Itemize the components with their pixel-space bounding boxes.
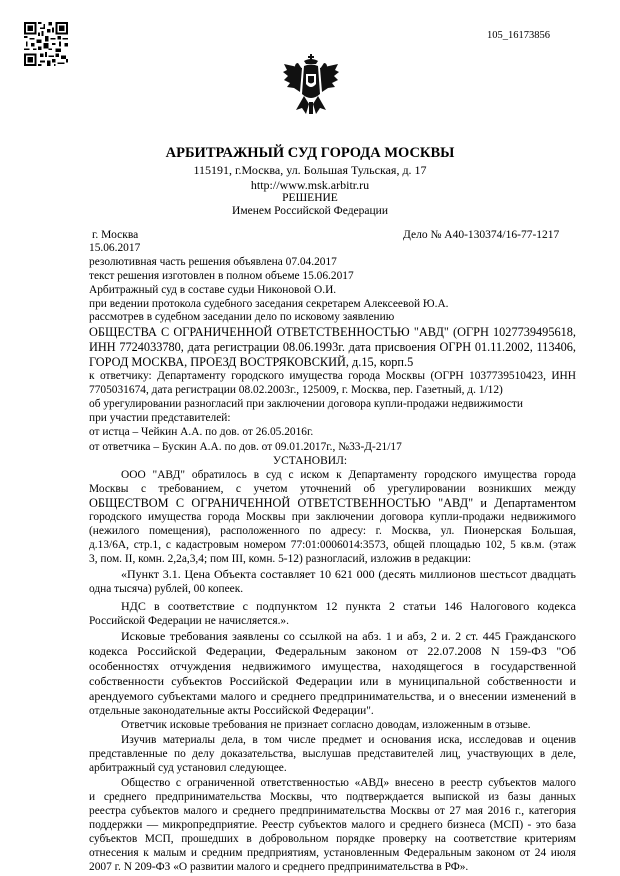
body-line: арбитражный суд установил следующее. [89,762,287,774]
considered-line: рассмотрев в судебном заседании дело по исковому заявлению [89,311,395,323]
court-name: АРБИТРАЖНЫЙ СУД ГОРОДА МОСКВЫ [165,145,455,161]
body-line: особенностях отчуждения недвижимого имущества, находящегося в государственной [89,659,576,673]
body-line: городского имущества города Москвы при заключении договора купли-продажи недвижимого [89,511,576,523]
body-line: Общество с ограниченной ответственностью «АВД» внесено в реестр субъектов малого [121,777,576,789]
body-line: ОБЩЕСТВОМ С ОГРАНИЧЕННОЙ ОТВЕТСТВЕННОСТЬЮ "АВД" и Департаментом [89,496,576,510]
body-line: 3, пом. II, комн. 2,2а,3,4; пом III, комн. 5-12) разногласий, изложив в редакции: [89,553,471,565]
plaintiff-line: ГОРОД МОСКВА, ПРОЕЗД ВОСТРЯКОВСКИЙ, д.15, корп.5 [89,355,414,369]
secretary-line: при ведении протокола судебного заседания секретарем Алексеевой Ю.А. [89,298,449,310]
body-line: Изучив материалы дела, в том числе предмет и основания иска, исследовав и оценив [121,734,576,746]
judge-line: Арбитражный суд в составе судьи Никоновой О.И. [89,284,337,296]
defendant-line: к ответчику: Департаменту городского имущества города Москвы (ОГРН 1037739510423, ИНН [89,370,576,382]
body-line: собственности субъектов Российской Федерации или в муниципальной собственности и [89,674,576,688]
body-line: «Пункт 3.1. Цена Объекта составляет 10 621 000 (десять миллионов шестьсот двадцать [121,567,576,581]
body-line: и среднего предпринимательства Москвы, что подтверждается выпиской из базы данных [89,791,576,803]
defendant-representative: от ответчика – Бускин А.А. по дов. от 09.01.2017г., №33-Д-21/17 [89,441,402,453]
plaintiff-line: ИНН 7724033780, дата регистрации 08.06.1993г. дата присвоения ОГРН 01.11.2002, 113406, [89,340,576,354]
coat-of-arms-emblem [282,54,340,116]
body-line: НДС в соответствие с подпунктом 12 пункта 2 статьи 146 Налогового кодекса [121,599,576,613]
document-type: РЕШЕНИЕ [282,192,338,204]
case-number: Дело № А40-130374/16-77-1217 [403,229,560,241]
plaintiff-line: ОБЩЕСТВА С ОГРАНИЧЕННОЙ ОТВЕТСТВЕННОСТЬЮ "АВД" (ОГРН 1027739495618, [89,325,576,339]
body-line: Российской Федерации не начисляется.». [89,615,289,627]
decision-date: 15.06.2017 [89,242,141,254]
body-line: ООО "АВД" обратилось в суд с иском к Департаменту городского имущества города [121,469,576,481]
body-line: Москвы с требованием, с учетом уточнений об урегулировании возникших между [89,483,576,495]
city: г. Москва [92,229,139,241]
in-name-of: Именем Российской Федерации [232,205,388,217]
body-line: реестра субъектов малого и среднего предпринимательства Москвы от 27 мая 2016 г., категория [89,805,576,817]
full-text-made: текст решения изготовлен в полном объеме 15.06.2017 [89,270,354,282]
body-line: отнесения к малым и средним предприятиям, установленным Федеральным законом от 24 июля [89,847,576,859]
participation-line: при участии представителей: [89,412,231,424]
qr-code [24,22,68,66]
defendant-line: 7705031674, дата регистрации 08.02.2003г., 125009, г. Москва, пер. Газетный, д. 1/12) [89,384,503,396]
court-website: http://www.msk.arbitr.ru [250,178,370,192]
court-address: 115191, г.Москва, ул. Большая Тульская, д. 17 [193,163,427,177]
document-id: 105_16173856 [487,30,550,41]
body-line: субъектов МСП, прошедших в добровольном порядке проверку на соответствие критериям [89,833,576,845]
body-line: Исковые требования заявлены со ссылкой на абз. 1 и абз, 2 и. 2 ст. 445 Гражданского [121,629,576,643]
body-line: отдельные законодательные акты Российской Федерации". [89,705,374,717]
body-line: представленные по делу доказательства, выслушав представителей лиц, участвующих в деле, [89,748,576,760]
body-line: арендуемого субъектами малого и среднего предпринимательства, и о внесении изменений в [89,689,576,703]
body-line: (нежилого помещения), расположенного по адресу: г. Москва, ул. Пионерская Большая, [89,525,576,537]
body-line: Ответчик исковые требования не признает согласно доводам, изложенным в отзыве. [121,719,531,731]
plaintiff-representative: от истца – Чейкин А.А. по дов. от 26.05.2016г. [89,426,314,438]
body-line: поддержки — микропредприятие. Реестр субъектов малого и среднего бизнеса (МСП) - это база [89,819,576,831]
body-line: 2007 г. N 209-ФЗ «О развитии малого и среднего предпринимательства в РФ». [89,861,469,873]
subject-line: об урегулировании разногласий при заключении договора купли-продажи недвижимости [89,398,523,410]
section-heading-established: УСТАНОВИЛ: [272,455,348,467]
body-line: одна тысяча) рублей, 00 копеек. [89,583,244,595]
body-line: кодекса Российской Федерации, Федеральным законом от 22.07.2008 N 159-ФЗ "Об [89,644,576,658]
body-line: д.13/6А, стр.1, с кадастровым номером 77:01:0006014:3573, общей площадью 102, 5 кв.м. (этаж [89,539,576,551]
resolution-announced: резолютивная часть решения объявлена 07.04.2017 [89,256,337,268]
